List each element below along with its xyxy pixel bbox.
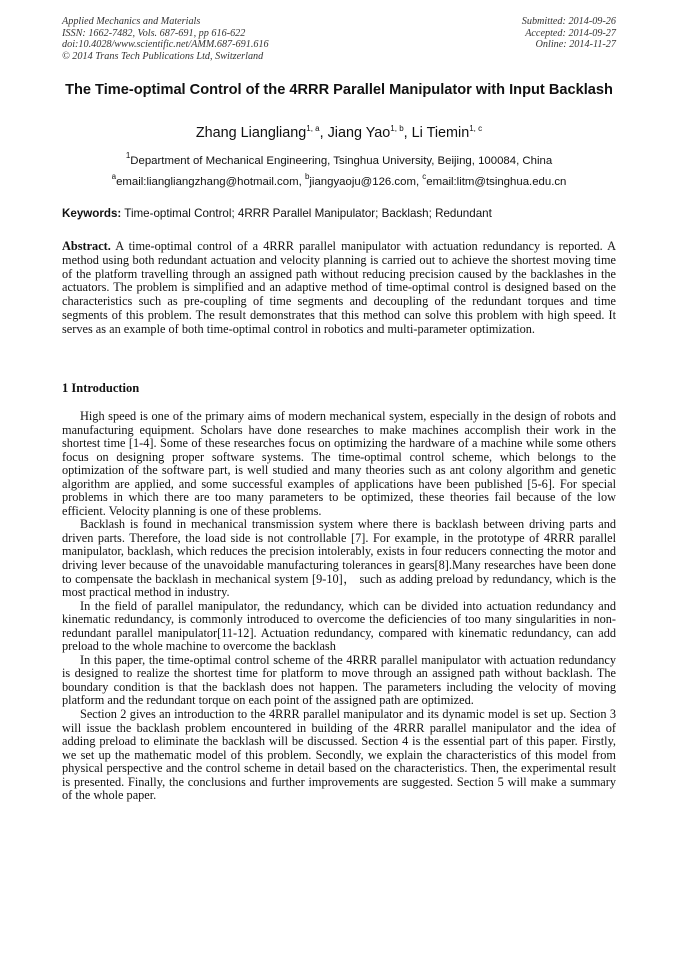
email-mark: b — [304, 172, 310, 181]
email-mark: a — [111, 172, 117, 181]
paragraph: Section 2 gives an introduction to the 4RRR parallel manipulator and its dynamic model is set up. Section 3 will issue the backlash problem encountered in building of the 4RRR parallel manipulator and the idea of adding preload to eliminate the backlash will be discussed. Section 4 is the essential part of this paper. Firstly, we set up the mathematic model of this problem. Secondly, we explain the characteristics of this model from physical perspective and the control scheme in detail based on the characteristics. Then, the experimental result is presented. Finally, the conclusions and further improvements are suggested. Section 5 will make a summary of the whole paper. — [62, 707, 616, 803]
copyright-line: © 2014 Trans Tech Publications Ltd, Switzerland — [62, 50, 264, 62]
accepted-date: Accepted: 2014-09-27 — [525, 27, 616, 39]
paper-title: The Time-optimal Control of the 4RRR Parallel Manipulator with Input Backlash — [65, 82, 613, 98]
online-date: Online: 2014-11-27 — [535, 39, 616, 50]
section-body — [62, 410, 616, 803]
email-address: jiangyaoju@126.com — [309, 176, 416, 188]
abstract — [62, 240, 616, 337]
author-affiliation-mark: 1, c — [469, 124, 483, 133]
affiliation-mark: 1 — [125, 151, 131, 160]
journal-name: Applied Mechanics and Materials — [62, 16, 201, 27]
paragraph: In the field of parallel manipulator, the redundancy, which can be divided into actuation redundancy and kinematic redundancy, is commonly introduced to overcome the deficiencies of too many singularities in non-redundant parallel manipulator[11-12]. Actuation redundancy, compared with kinematic redundancy, can add preload to the whole machine to overcome the backlash — [62, 598, 616, 654]
doi-line: doi:10.4028/www.scientific.net/AMM.687-691.616 — [62, 39, 269, 50]
paragraph: In this paper, the time-optimal control scheme of the 4RRR parallel manipulator with actuation redundancy is designed to realize the shortest time for platform to move through an assigned path without backlash. The boundary condition is that the backlash does not happen. The parameters including the velocity of moving platform and the redundant torque on each point of the assigned path are optimized. — [62, 652, 616, 708]
paragraph: High speed is one of the primary aims of modern mechanical system, especially in the design of robots and manufacturing equipment. Scholars have done researches to make machines accomplish their work in the shortest time [1-4]. Some of these researches focus on optimizing the hardware of a machine while some others focus on designing proper software systems. The time-optimal control scheme, which belongs to the optimization of the software part, is well studied and many theories such as ant colony algorithm and genetic algorithm are applied, and some successful examples of applications have been published [5-6]. For special problems in which there are too many parameters to be optimized, these theories fail because of the low efficient. Velocity planning is one of these problems. — [62, 409, 616, 518]
email-address: email:litm@tsinghua.edu.cn — [426, 176, 567, 188]
author-affiliation-mark: 1, b — [390, 124, 404, 133]
email-address: email:liangliangzhang@hotmail.com — [116, 176, 299, 188]
keywords — [62, 207, 616, 220]
submitted-date: Submitted: 2014-09-26 — [521, 16, 616, 27]
dates-info — [522, 16, 616, 51]
affiliation — [0, 151, 678, 167]
affiliation-text: Department of Mechanical Engineering, Tsinghua University, Beijing, 100084, China — [130, 155, 553, 167]
section-heading: 1 Introduction — [62, 381, 140, 395]
keywords-label: Keywords: — [62, 207, 122, 220]
author-name: Zhang Liangliang — [195, 125, 307, 141]
keywords-text: Time-optimal Control; 4RRR Parallel Manipulator; Backlash; Redundant — [121, 207, 492, 220]
author-list: Zhang Liangliang$^{1, a}$, Jiang Yao$^{1, b}$, Li Tiemin$^{1, c}$ — [195, 124, 483, 141]
abstract-text: A time-optimal control of a 4RRR parallel manipulator with actuation redundancy is reported. A method using both redundant actuation and velocity planning is carried out to achieve the shortest moving time of the platform travelling through an assigned path without reducing precision caused by the backlashes in the actuators. The problem is simplified and an adaptive method of time-optimal control is designed based on the characteristics such as pre-coupling of time segments and decoupling of the redundant torques and time segments of this problem. The result demonstrates that this method can solve this problem with high speed. It serves as an example of both time-optimal control in robotics and multi-parameter optimization. — [62, 239, 616, 336]
email-mark: c — [422, 172, 427, 181]
paragraph: Backlash is found in mechanical transmission system where there is backlash between driving parts and driven parts. Therefore, the load side is not controllable [7]. For example, in the prototype of 4RRR parallel manipulator, backlash, which reduces the precision intolerably, exists in four reducers connecting the motor and driving lever because of the unavoidable manufacturing tolerances in gears[8].Many researches have been done to compensate the backlash in mechanical system [9-10]， such as adding preload by redundancy, which is the most practical method in industry. — [62, 517, 616, 600]
abstract-label: Abstract. — [62, 239, 111, 253]
author-name: Jiang Yao — [327, 125, 391, 141]
author-affiliation-mark: 1, a — [306, 124, 320, 133]
email-line: $^a$email:liangliangzhang@hotmail.com, $^b$jiangyaoju@126.com, $^c$email:litm@tsinghua.edu.cn — [111, 172, 567, 188]
journal-info — [62, 16, 269, 62]
author-name: Li Tiemin — [411, 125, 470, 141]
issn-line: ISSN: 1662-7482, Vols. 687-691, pp 616-622 — [62, 27, 246, 39]
